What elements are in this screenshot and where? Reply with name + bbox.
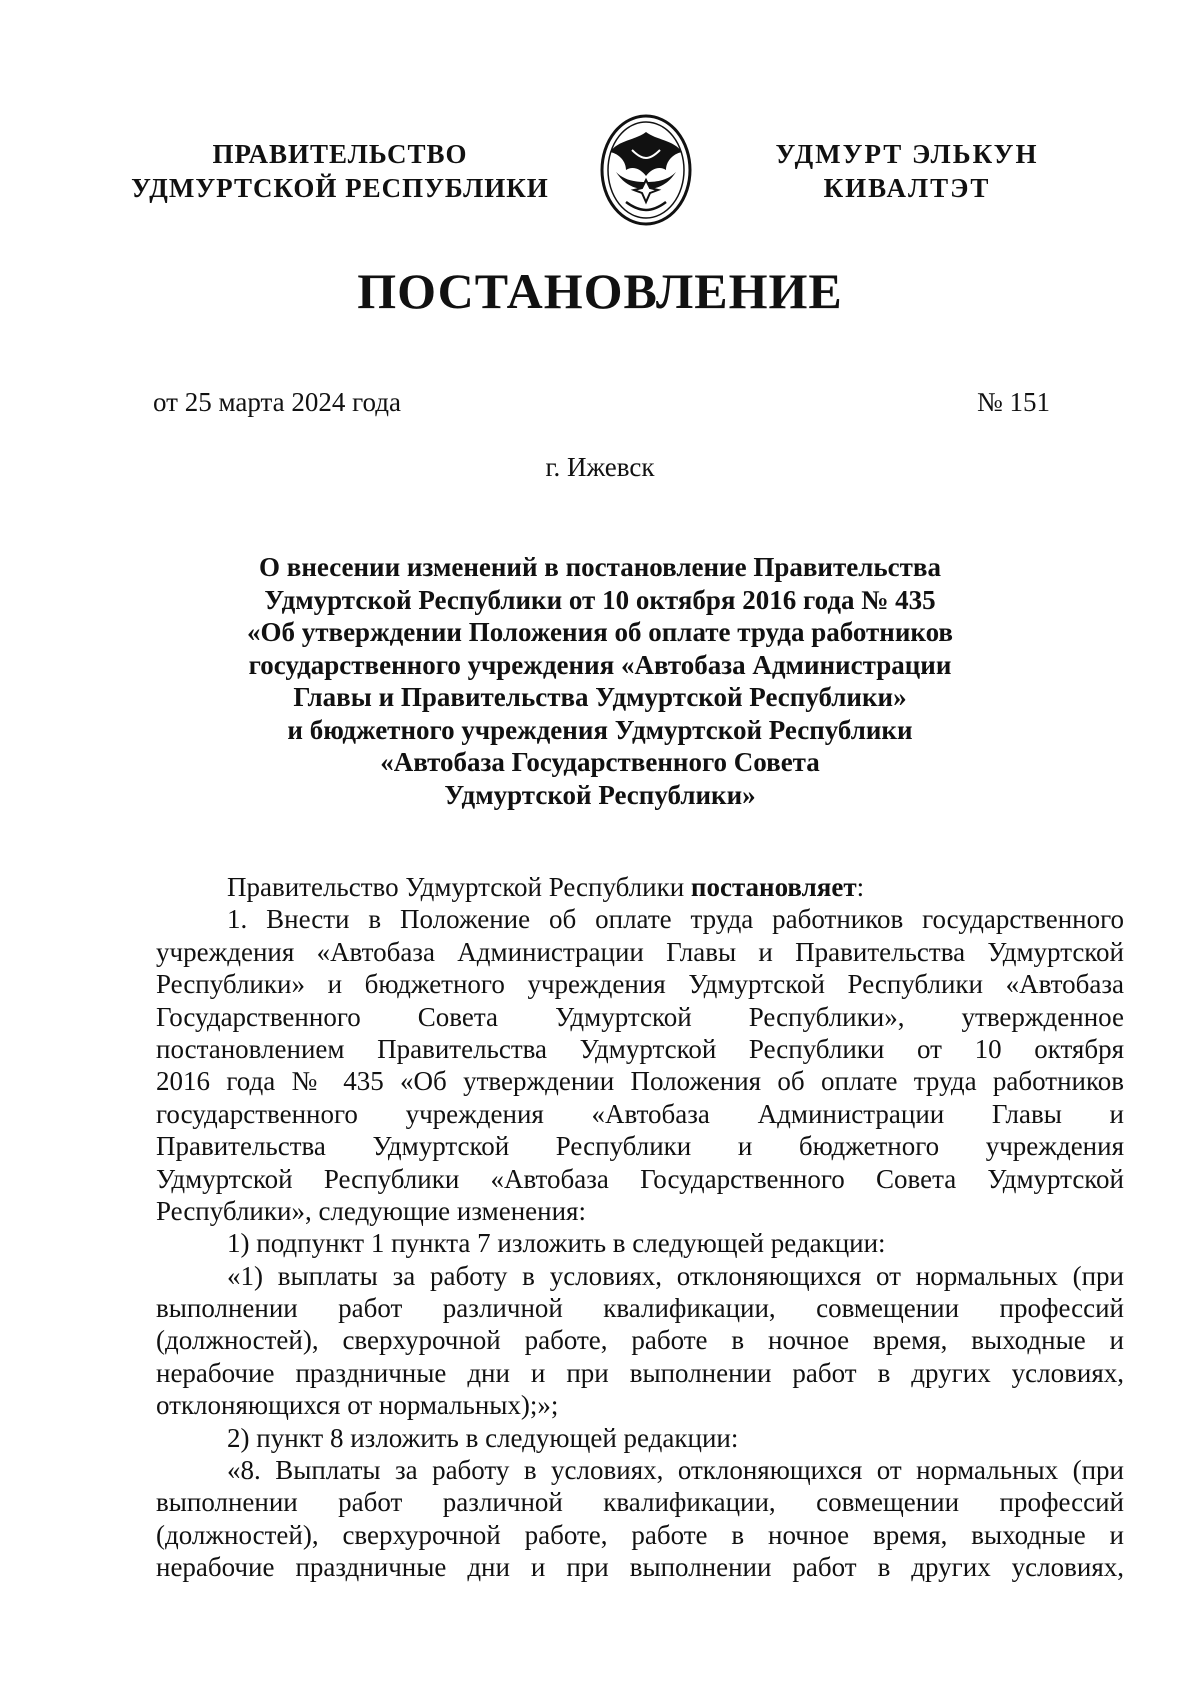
document-type: ПОСТАНОВЛЕНИЕ [357, 263, 843, 319]
intro-paragraph [156, 871, 1124, 903]
title-line: Удмуртской Республики от 10 октября 2016 года № 435 [264, 584, 936, 615]
body-line: нерабочие праздничные дни и при выполнении работ в других условиях, [156, 1357, 1124, 1388]
body-line: 2) пункт 8 изложить в следующей редакции: [227, 1422, 739, 1453]
body-line: постановлением Правительства Удмуртской Республики от 10 октября [156, 1033, 1124, 1064]
document-date: от 25 марта 2024 года [153, 387, 401, 417]
title-line: Удмуртской Республики» [444, 779, 756, 810]
body-line: (должностей), сверхурочной работе, работе в ночное время, выходные и [156, 1325, 1124, 1356]
issuer-line: КИВАЛТЭТ [823, 173, 991, 203]
issuer-line: УДМУРТ ЭЛЬКУН [775, 139, 1039, 169]
body-line: нерабочие праздничные дни и при выполнении работ в других условиях, [156, 1552, 1124, 1583]
body-line: государственного учреждения «Автобаза Администрации Главы и [156, 1098, 1124, 1129]
document-title [150, 551, 1050, 811]
title-line: «Автобаза Государственного Совета [380, 747, 820, 777]
body-line: учреждения «Автобаза Администрации Главы и Правительства Удмуртской [156, 936, 1124, 967]
body-line: «8. Выплаты за работу в условиях, отклоняющихся от нормальных (при [227, 1455, 1124, 1486]
issuer-name-udmurt [742, 137, 1072, 205]
intro-colon: : [856, 872, 865, 902]
body-line: «1) выплаты за работу в условиях, отклоняющихся от нормальных (при [227, 1260, 1124, 1291]
issuer-line: УДМУРТСКОЙ РЕСПУБЛИКИ [131, 173, 549, 203]
body-line: Республики» и бюджетного учреждения Удмуртской Республики «Автобаза [156, 969, 1124, 1000]
document-city: г. Ижевск [545, 452, 655, 482]
body-line: Республики», следующие изменения: [156, 1195, 586, 1226]
issuer-line: ПРАВИТЕЛЬСТВО [212, 139, 468, 169]
body-line: 1) подпункт 1 пункта 7 изложить в следующей редакции: [227, 1228, 886, 1259]
body-line: выполнении работ различной квалификации, совмещении профессий [156, 1293, 1124, 1324]
title-line: О внесении изменений в постановление Правительства [259, 552, 941, 582]
issuer-name-russian [120, 137, 560, 205]
body-line: Удмуртской Республики «Автобаза Государственного Совета Удмуртской [156, 1163, 1124, 1194]
title-line: «Об утверждении Положения об оплате труда работников [246, 617, 954, 647]
body-line: 2016 года № 435 «Об утверждении Положения об оплате труда работников [156, 1066, 1124, 1097]
body-line: выполнении работ различной квалификации, совмещении профессий [156, 1487, 1124, 1518]
intro-verb: постановляет [690, 872, 857, 902]
document-body [156, 871, 1124, 1584]
title-line: государственного учреждения «Автобаза Администрации [248, 649, 952, 680]
body-line: отклоняющихся от нормальных);»; [156, 1390, 559, 1421]
document-number: № 151 [976, 387, 1050, 417]
title-line: Главы и Правительства Удмуртской Республики» [293, 682, 907, 712]
body-line: 1. Внести в Положение об оплате труда работников государственного [227, 904, 1124, 935]
coat-of-arms-icon [596, 110, 696, 230]
intro-text: Правительство Удмуртской Республики [227, 872, 691, 902]
body-line: Правительства Удмуртской Республики и бюджетного учреждения [156, 1131, 1124, 1162]
body-line: Государственного Совета Удмуртской Республики», утвержденное [156, 1001, 1124, 1032]
title-line: и бюджетного учреждения Удмуртской Республики [287, 714, 913, 745]
body-line: (должностей), сверхурочной работе, работе в ночное время, выходные и [156, 1519, 1124, 1550]
